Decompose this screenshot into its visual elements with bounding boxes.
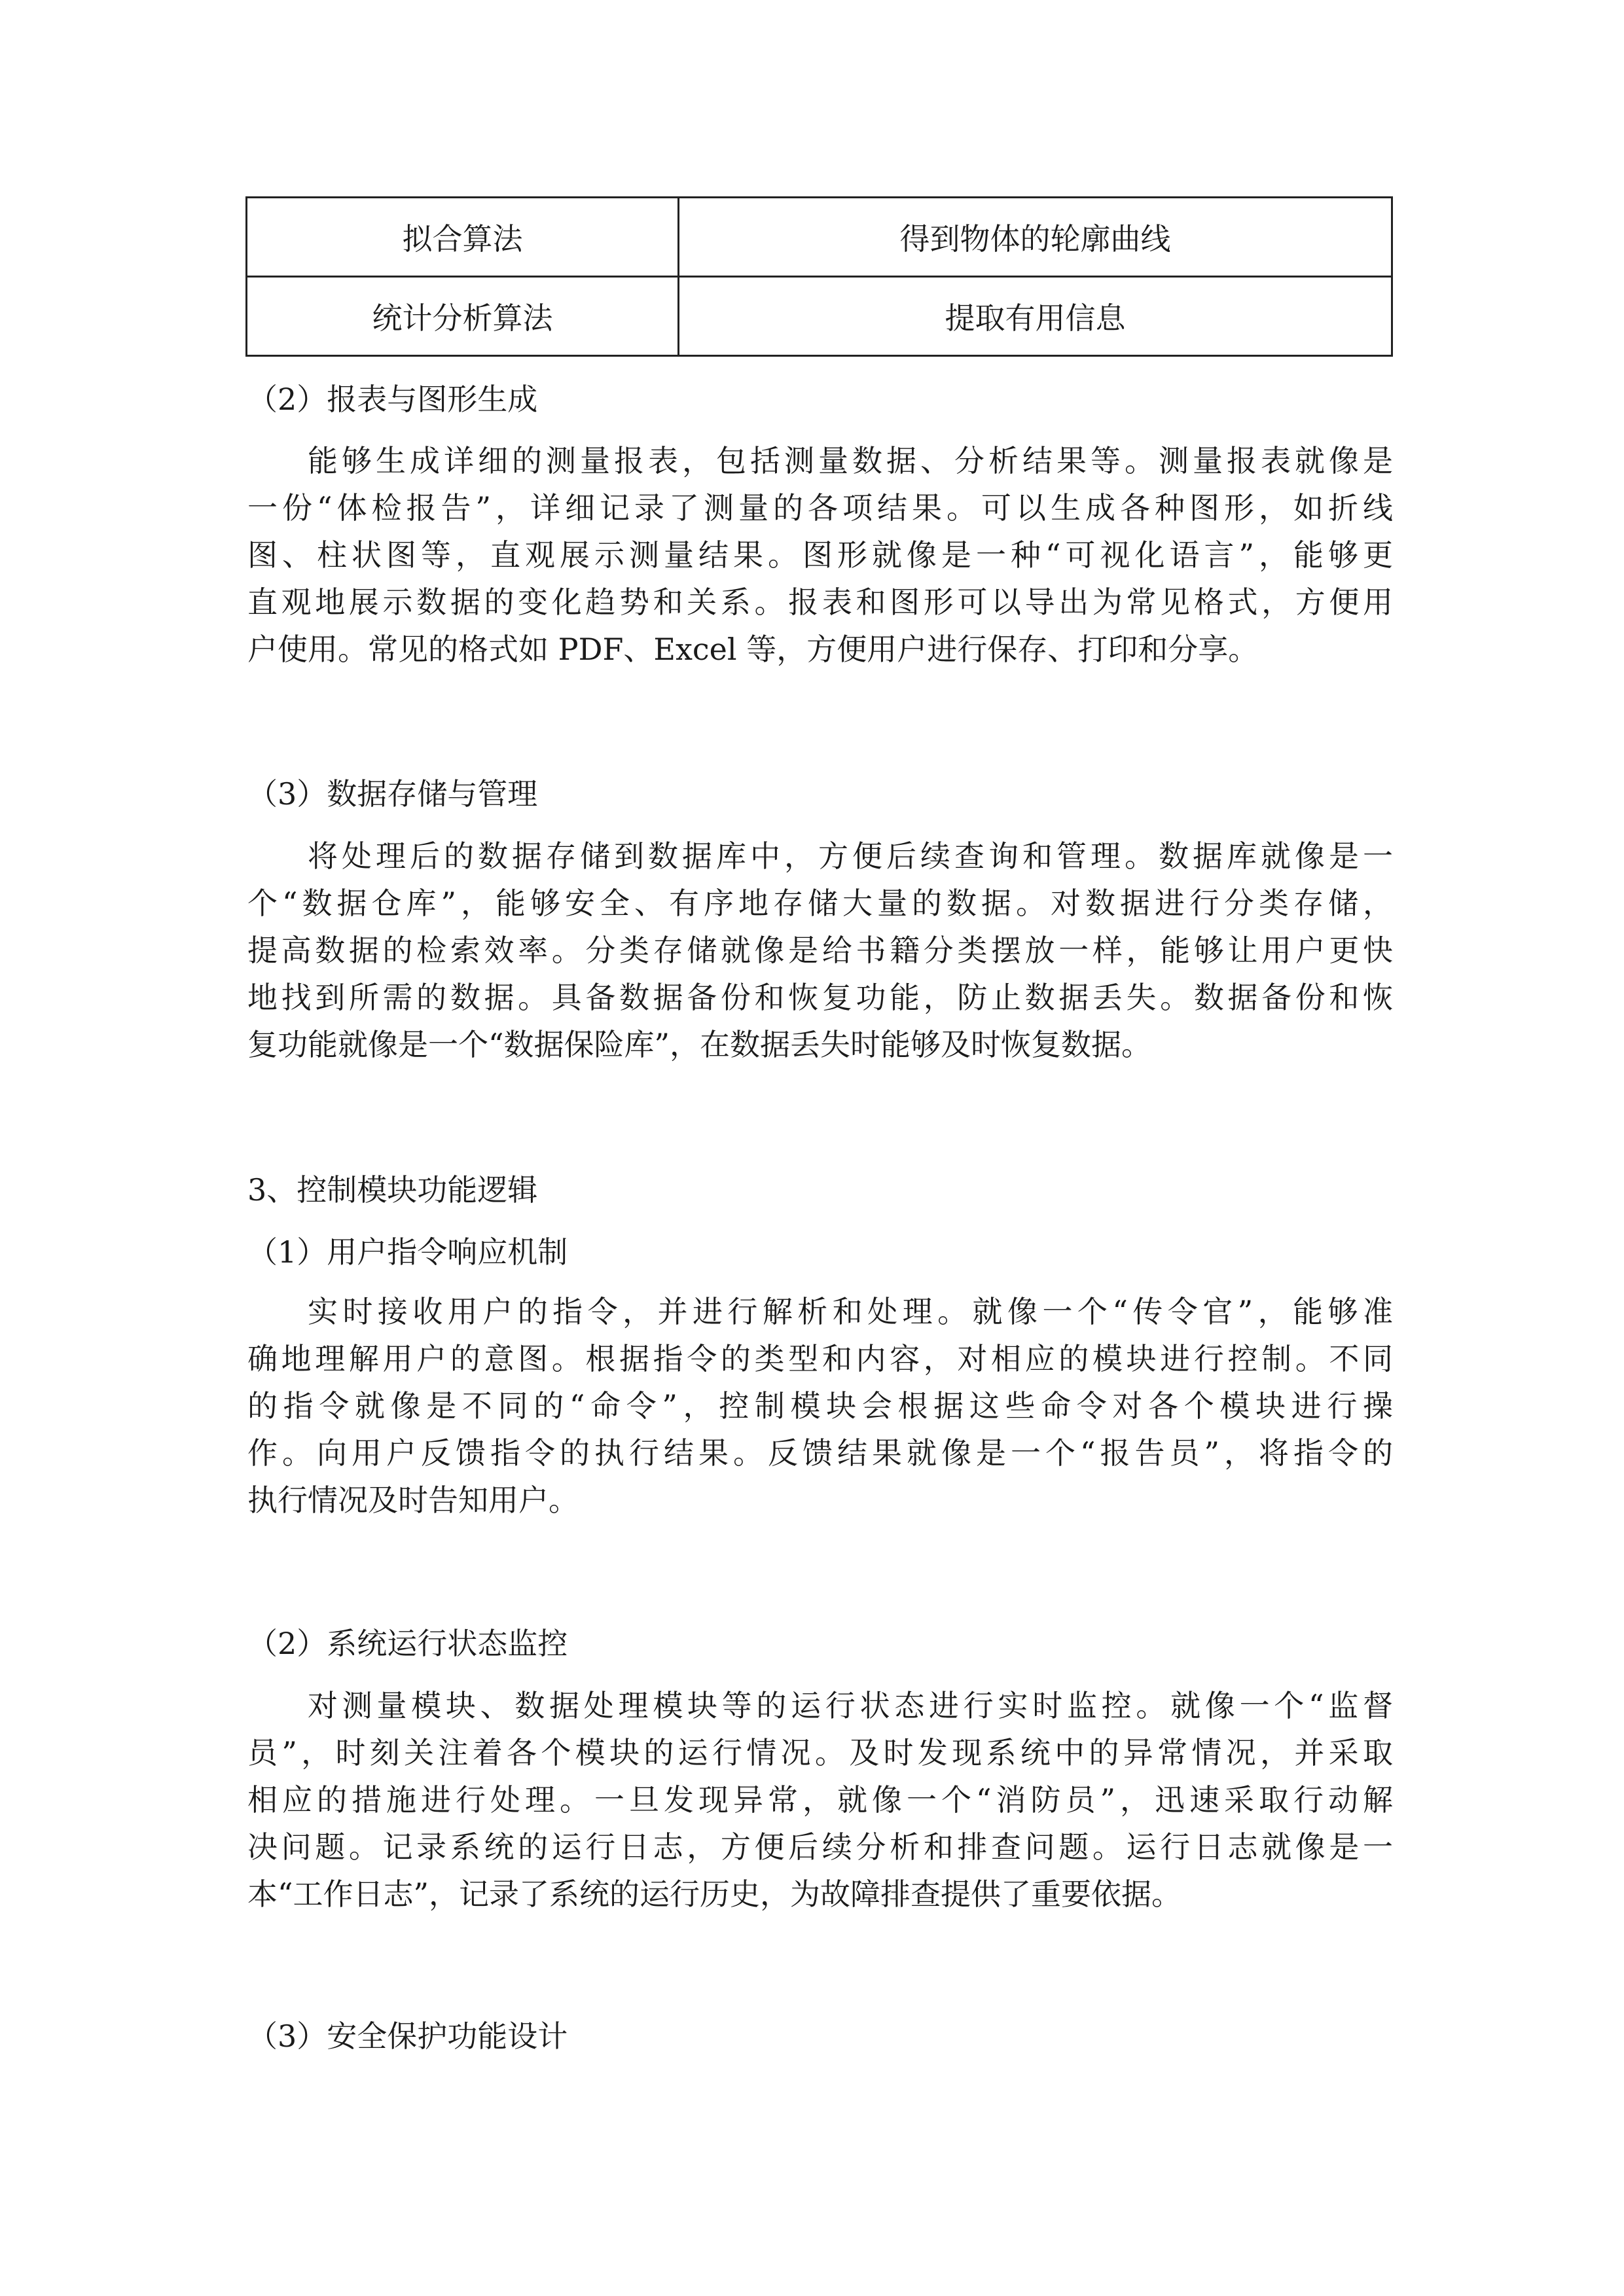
paragraph-line: 作。向用户反馈指令的执行结果。反馈结果就像是一个“报告员”，将指令的 <box>247 1435 1393 1471</box>
paragraph-line: 能够生成详细的测量报表，包括测量数据、分析结果等。测量报表就像是 <box>308 443 1393 478</box>
section-heading: （3）数据存储与管理 <box>247 776 538 812</box>
paragraph <box>247 437 1393 673</box>
paragraph-line: 确地理解用户的意图。根据指令的类型和内容，对相应的模块进行控制。不同 <box>247 1341 1393 1376</box>
paragraph-line: 复功能就像是一个“数据保险库”，在数据丢失时能够及时恢复数据。 <box>247 1027 1152 1062</box>
paragraph-line: 决问题。记录系统的运行日志，方便后续分析和排查问题。运行日志就像是一 <box>247 1829 1393 1865</box>
table-row <box>247 277 1392 356</box>
table-cell-algorithm: 统计分析算法 <box>247 277 679 356</box>
paragraph <box>247 1288 1393 1524</box>
paragraph-line: 个“数据仓库”，能够安全、有序地存储大量的数据。对数据进行分类存储， <box>247 886 1393 921</box>
table-cell-algorithm: 拟合算法 <box>247 198 679 277</box>
section-heading: （3）安全保护功能设计 <box>247 2018 568 2054</box>
algorithm-table <box>245 196 1393 357</box>
paragraph-line: 一份“体检报告”，详细记录了测量的各项结果。可以生成各种图形，如折线 <box>247 490 1393 526</box>
paragraph-line: 户使用。常见的格式如 PDF、Excel 等，方便用户进行保存、打印和分享。 <box>247 632 1259 667</box>
paragraph-line: 提高数据的检索效率。分类存储就像是给书籍分类摆放一样，能够让用户更快 <box>247 933 1393 968</box>
table-cell-purpose: 得到物体的轮廓曲线 <box>679 198 1392 277</box>
paragraph-line: 直观地展示数据的变化趋势和关系。报表和图形可以导出为常见格式，方便用 <box>247 584 1393 620</box>
paragraph <box>247 833 1393 1068</box>
paragraph-line: 本“工作日志”，记录了系统的运行历史，为故障排查提供了重要依据。 <box>247 1876 1182 1912</box>
paragraph-line: 的指令就像是不同的“命令”，控制模块会根据这些命令对各个模块进行操 <box>247 1388 1393 1424</box>
section-heading: （2）报表与图形生成 <box>247 382 538 417</box>
paragraph-line: 相应的措施进行处理。一旦发现异常，就像一个“消防员”，迅速采取行动解 <box>247 1782 1393 1818</box>
section-heading: （1）用户指令响应机制 <box>247 1234 568 1270</box>
table-row <box>247 198 1392 277</box>
chapter-heading: 3、控制模块功能逻辑 <box>247 1172 538 1208</box>
paragraph-line: 员”，时刻关注着各个模块的运行情况。及时发现系统中的异常情况，并采取 <box>247 1735 1393 1770</box>
paragraph-line: 执行情况及时告知用户。 <box>247 1482 579 1518</box>
paragraph <box>247 1682 1393 1918</box>
table-cell-purpose: 提取有用信息 <box>679 277 1392 356</box>
paragraph-line: 对测量模块、数据处理模块等的运行状态进行实时监控。就像一个“监督 <box>308 1688 1393 1723</box>
paragraph-line: 实时接收用户的指令，并进行解析和处理。就像一个“传令官”，能够准 <box>308 1294 1393 1329</box>
paragraph-line: 将处理后的数据存储到数据库中，方便后续查询和管理。数据库就像是一 <box>308 838 1393 874</box>
section-heading: （2）系统运行状态监控 <box>247 1626 568 1661</box>
paragraph-line: 地找到所需的数据。具备数据备份和恢复功能，防止数据丢失。数据备份和恢 <box>247 980 1393 1015</box>
paragraph-line: 图、柱状图等，直观展示测量结果。图形就像是一种“可视化语言”，能够更 <box>247 537 1393 573</box>
